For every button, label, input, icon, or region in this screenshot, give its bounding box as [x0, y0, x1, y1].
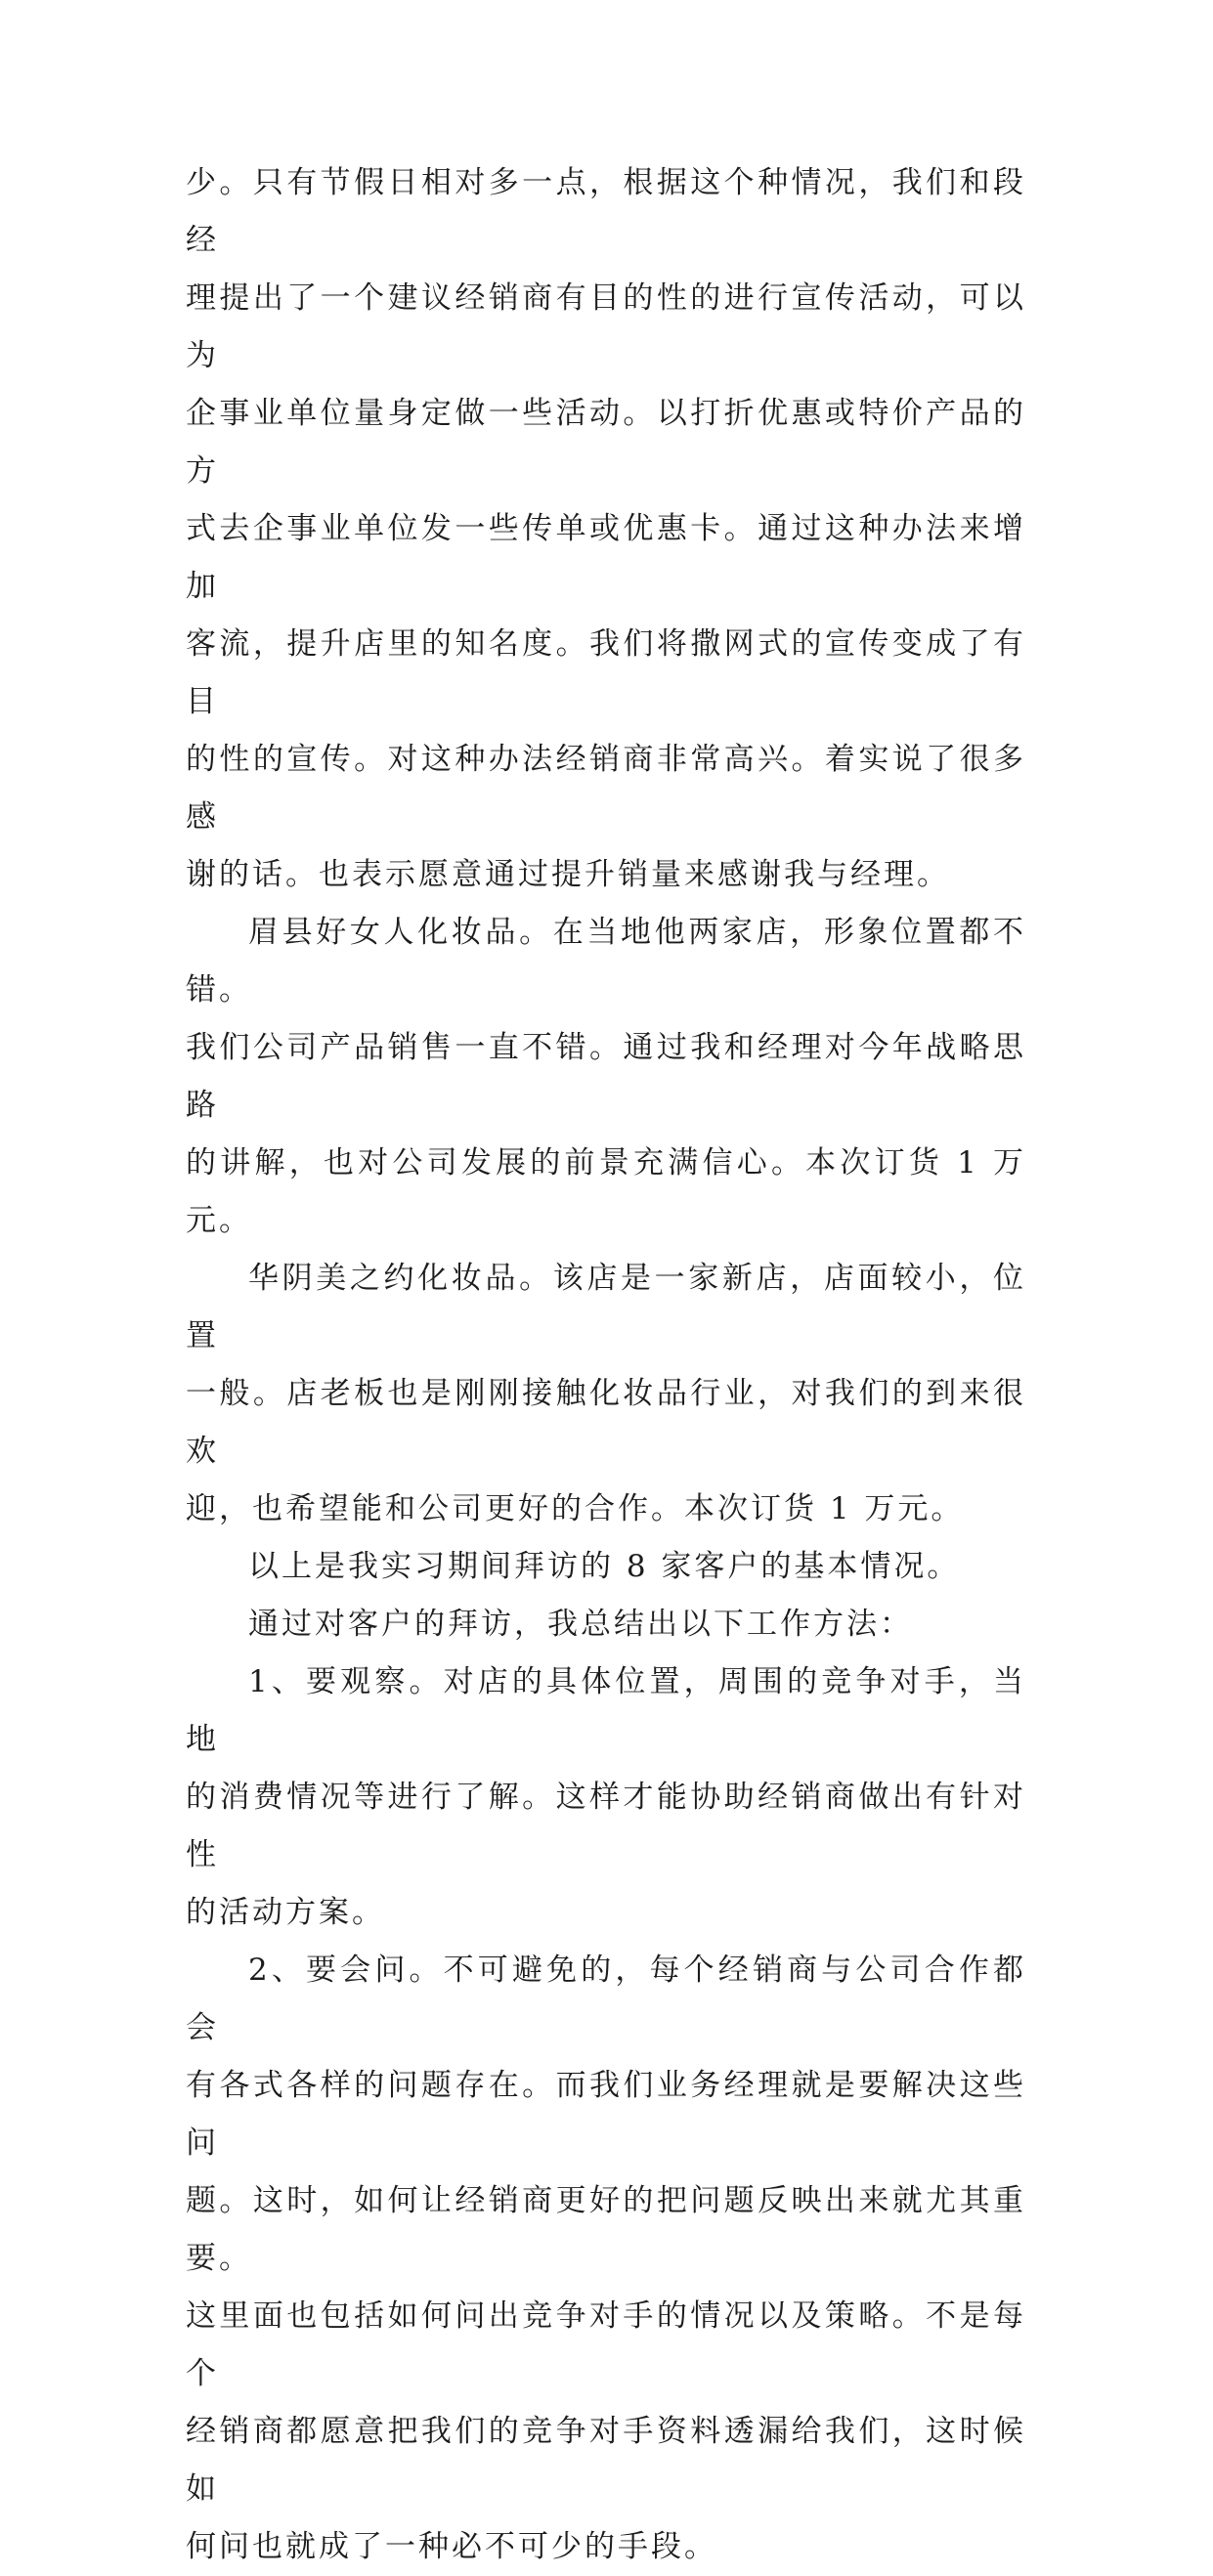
line: 的性的宣传。对这种办法经销商非常高兴。着实说了很多感: [186, 742, 1026, 835]
paragraph-3: [186, 1250, 1026, 1538]
document-body: [186, 154, 1026, 2576]
paragraph-1: [186, 154, 1026, 904]
line: 通过对客户的拜访，我总结出以下工作方法：: [248, 1607, 913, 1642]
line: 谢的话。也表示愿意通过提升销量来感谢我与经理。: [186, 857, 950, 892]
line: 的活动方案。: [186, 1895, 385, 1930]
line: 2、要会问。不可避免的，每个经销商与公司合作都会: [186, 1953, 1026, 2045]
line: 1、要观察。对店的具体位置，周围的竞争对手，当地: [186, 1664, 1026, 1757]
line: 的讲解，也对公司发展的前景充满信心。本次订货 1 万元。: [186, 1145, 1026, 1238]
line: 这里面也包括如何问出竞争对手的情况以及策略。不是每个: [186, 2298, 1026, 2391]
line: 客流，提升店里的知名度。我们将撒网式的宣传变成了有目: [186, 626, 1026, 719]
line: 有各式各样的问题存在。而我们业务经理就是要解决这些问: [186, 2068, 1026, 2161]
paragraph-6: [186, 1653, 1026, 1942]
paragraph-2: [186, 904, 1026, 1250]
line: 以上是我实习期间拜访的 8 家客户的基本情况。: [248, 1549, 961, 1584]
line: 少。只有节假日相对多一点，根据这个种情况，我们和段经: [186, 165, 1026, 258]
line: 一般。店老板也是刚刚接触化妆品行业，对我们的到来很欢: [186, 1376, 1026, 1469]
line: 经销商都愿意把我们的竞争对手资料透漏给我们，这时候如: [186, 2414, 1026, 2507]
line: 式去企事业单位发一些传单或优惠卡。通过这种办法来增加: [186, 511, 1026, 604]
line: 的消费情况等进行了解。这样才能协助经销商做出有针对性: [186, 1780, 1026, 1872]
line: 华阴美之约化妆品。该店是一家新店，店面较小，位置: [186, 1261, 1026, 1353]
paragraph-7: [186, 1942, 1026, 2576]
paragraph-4: [186, 1538, 1026, 1596]
line: 我们公司产品销售一直不错。通过我和经理对今年战略思路: [186, 1030, 1026, 1123]
line: 眉县好女人化妆品。在当地他两家店，形象位置都不错。: [186, 915, 1026, 1008]
line: 企事业单位量身定做一些活动。以打折优惠或特价产品的方: [186, 396, 1026, 489]
line: 迎，也希望能和公司更好的合作。本次订货 1 万元。: [186, 1491, 965, 1526]
paragraph-5: [186, 1596, 1026, 1653]
line: 题。这时，如何让经销商更好的把问题反映出来就尤其重要。: [186, 2183, 1026, 2276]
line: 理提出了一个建议经销商有目的性的进行宣传活动，可以为: [186, 280, 1026, 373]
line: 何问也就成了一种必不可少的手段。: [186, 2529, 717, 2564]
